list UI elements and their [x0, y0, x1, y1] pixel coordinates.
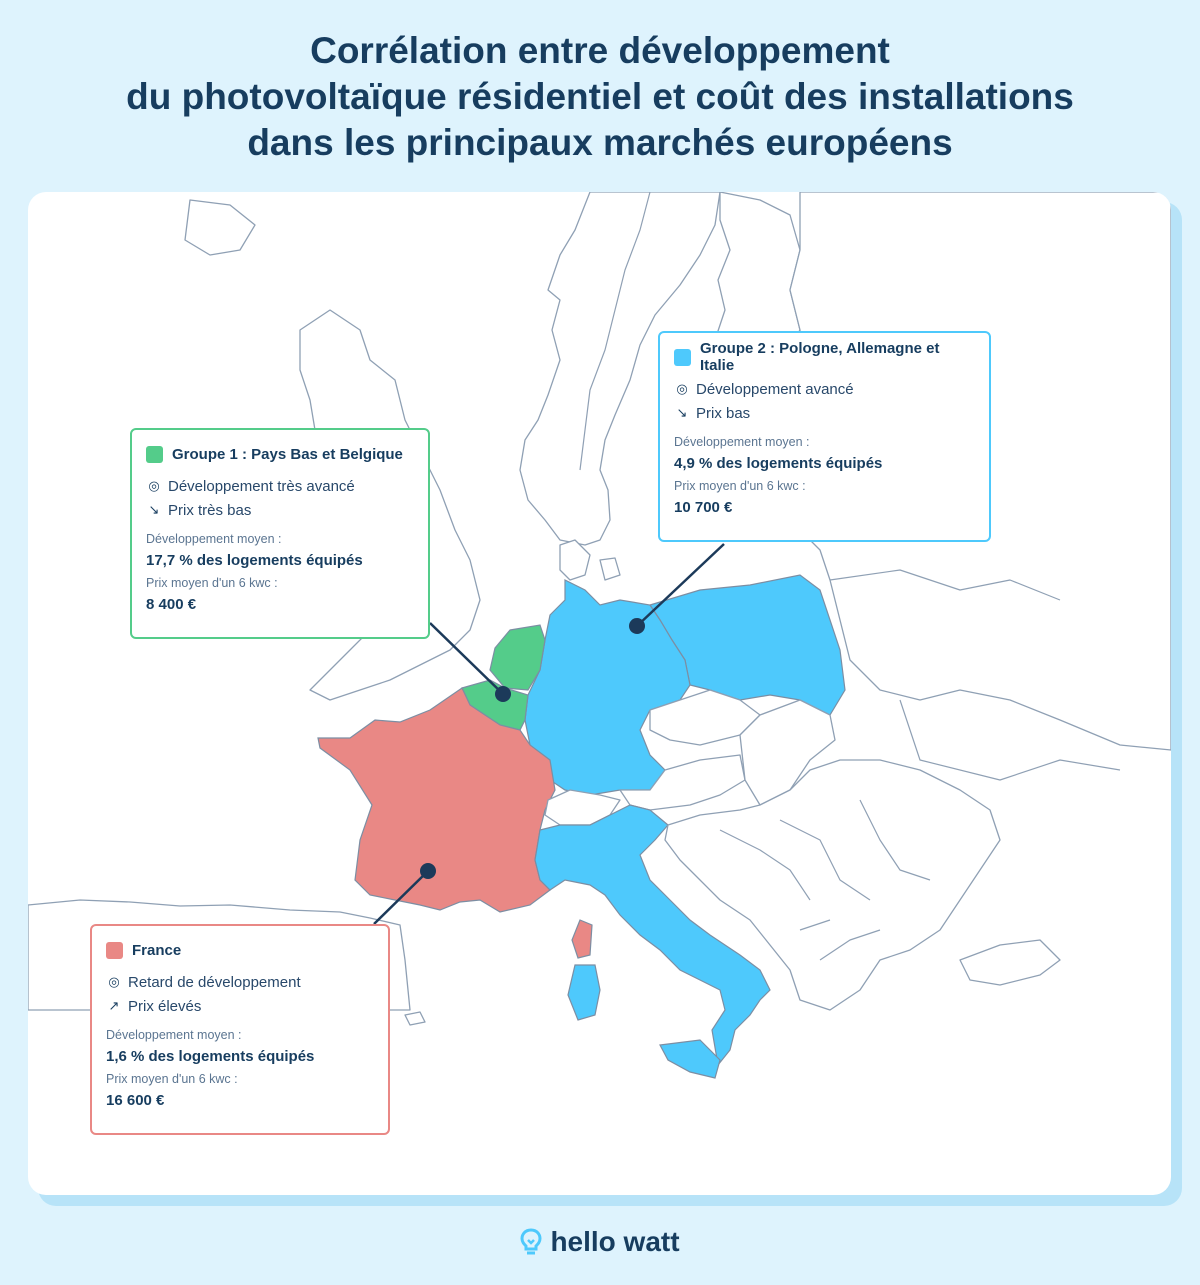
- leader-line-group1: [430, 623, 503, 694]
- group1-dev-row: [146, 474, 414, 498]
- group1-swatch: [146, 446, 163, 463]
- group2-dev-value: 4,9 % des logements équipés: [674, 455, 883, 472]
- trend-down-icon: ↘: [676, 405, 688, 420]
- group2-dev-row: [674, 377, 975, 401]
- group2-price-label: Prix moyen d'un 6 kwc :: [674, 479, 806, 493]
- trend-down-icon: ↘: [148, 502, 160, 517]
- marker-group2: [629, 618, 645, 634]
- legend-box-group1: [130, 428, 430, 639]
- marker-france: [420, 863, 436, 879]
- group1-price-status: Prix très bas: [168, 501, 252, 519]
- marker-group1: [495, 686, 511, 702]
- group2-swatch: [674, 349, 691, 366]
- france-dev-status: Retard de développement: [128, 973, 301, 991]
- france-dev-value: 1,6 % des logements équipés: [106, 1048, 315, 1065]
- group2-header: [674, 340, 975, 374]
- target-icon: ◎: [108, 974, 120, 989]
- france-name: France: [132, 941, 182, 959]
- group1-name: Groupe 1 : Pays Bas et Belgique: [172, 445, 403, 463]
- title-line-1: Corrélation entre développement: [310, 30, 890, 71]
- group1-price-label: Prix moyen d'un 6 kwc :: [146, 576, 278, 590]
- target-icon: ◎: [148, 478, 160, 493]
- france-price-row: [106, 994, 374, 1018]
- group1-dev-value: 17,7 % des logements équipés: [146, 552, 363, 569]
- group2-price-value: 10 700 €: [674, 499, 733, 516]
- group1-price-row: [146, 498, 414, 522]
- brand-name: hello watt: [550, 1226, 680, 1257]
- title-line-3: dans les principaux marchés européens: [247, 122, 953, 163]
- legend-box-group2: [658, 331, 991, 542]
- group1-dev-label: Développement moyen :: [146, 532, 282, 546]
- group2-price-row: [674, 401, 975, 425]
- france-dev-label: Développement moyen :: [106, 1028, 242, 1042]
- france-dev-row: [106, 970, 374, 994]
- legend-box-france: [90, 924, 390, 1135]
- france-header: [106, 938, 374, 962]
- group2-price-status: Prix bas: [696, 404, 751, 422]
- france-swatch: [106, 942, 123, 959]
- group1-dev-status: Développement très avancé: [168, 477, 355, 495]
- leader-line-france: [374, 871, 428, 924]
- group1-price-value: 8 400 €: [146, 596, 197, 613]
- group2-name: Groupe 2 : Pologne, Allemagne et Italie: [700, 340, 940, 374]
- group1-header: [146, 442, 414, 466]
- group2-dev-label: Développement moyen :: [674, 435, 810, 449]
- lightbulb-icon: [520, 1228, 542, 1256]
- brand-logo: [0, 1226, 1200, 1263]
- title-line-2: du photovoltaïque résidentiel et coût des installations: [126, 76, 1074, 117]
- group2-dev-status: Développement avancé: [696, 380, 854, 398]
- leader-line-group2: [637, 544, 724, 626]
- trend-up-icon: ↗: [108, 998, 120, 1013]
- france-price-label: Prix moyen d'un 6 kwc :: [106, 1072, 238, 1086]
- france-price-status: Prix élevés: [128, 997, 202, 1015]
- target-icon: ◎: [676, 381, 688, 396]
- france-price-value: 16 600 €: [106, 1092, 165, 1109]
